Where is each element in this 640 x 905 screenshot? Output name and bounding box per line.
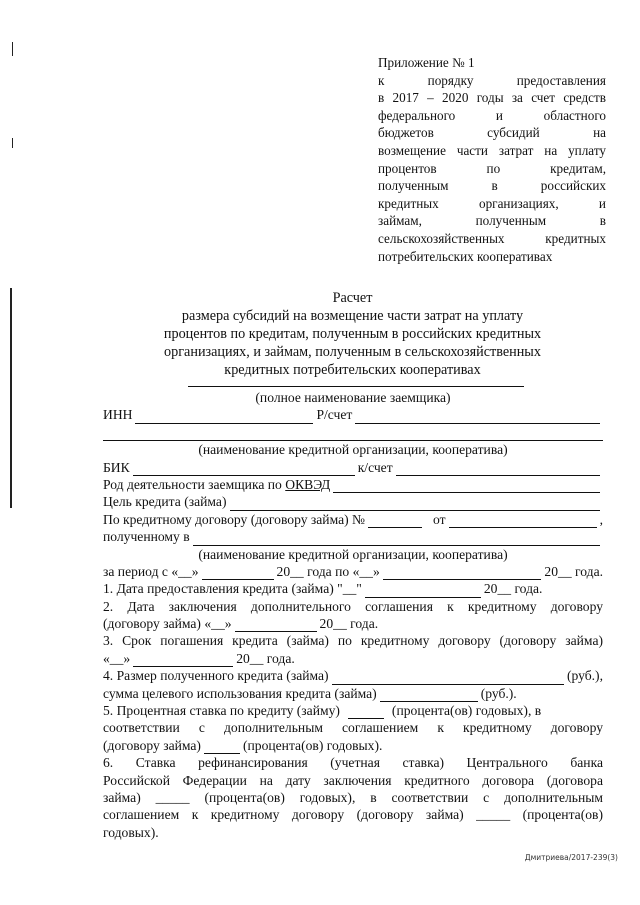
item5c-row: [103, 737, 603, 754]
okved-prefix: Род деятельности заемщика по: [103, 476, 282, 492]
item4c-label: сумма целевого использования кредита (займа): [103, 685, 377, 701]
item4c-unit: (руб.).: [480, 685, 517, 701]
annex-line: бюджетов субсидий на: [378, 125, 606, 141]
account-label: Р/счет: [316, 407, 353, 423]
annex-line: полученным в российских: [378, 178, 606, 194]
item6-line-1: 6. Ставка рефинансирования (учетная ставка) Центрального банка: [103, 755, 603, 771]
okved-link[interactable]: ОКВЭД: [285, 476, 331, 492]
bank-name-field[interactable]: [103, 427, 603, 441]
period-row: [103, 563, 603, 580]
document-title: [96, 289, 609, 379]
item1-row: [103, 580, 603, 597]
bank-line-row: [103, 424, 603, 441]
purpose-label: Цель кредита (займа): [103, 494, 227, 510]
contract-label: По кредитному договору (договору займа) №: [103, 511, 366, 527]
period-end-field[interactable]: [383, 566, 542, 580]
purpose-field[interactable]: [230, 497, 601, 511]
annex-line: к порядку предоставления: [378, 72, 606, 88]
item3-year: 20__ года.: [236, 650, 295, 666]
item6-row-3: [103, 789, 603, 806]
item5-unit: (процента(ов) годовых), в: [391, 703, 542, 719]
annex-line: возмещение части затрат на уплату: [378, 142, 606, 158]
bik-label: БИК: [103, 459, 130, 475]
item6-line-5: годовых).: [103, 824, 159, 840]
annex-block: [378, 54, 606, 265]
bank-caption: (наименование кредитной организации, кооператива): [198, 442, 508, 458]
corr-label: к/счет: [357, 459, 393, 475]
annex-line: займам, полученным в: [378, 213, 606, 229]
contract-row: [103, 511, 603, 528]
item2-label: (договору займа) «__»: [103, 616, 232, 632]
annex-line: федерального и областного: [378, 107, 606, 123]
item3-label: «__»: [103, 650, 131, 666]
item3-field[interactable]: [133, 653, 233, 667]
annex-lines: [378, 72, 606, 266]
item1-field[interactable]: [365, 584, 481, 598]
annex-line: кредитных организациях, и: [378, 195, 606, 211]
corr-field[interactable]: [396, 462, 600, 476]
okved-field[interactable]: [333, 479, 600, 493]
item5-label: 5. Процентная ставка по кредиту (займу): [103, 703, 340, 719]
item5-field[interactable]: [348, 705, 384, 719]
item6-line-4: соглашением к кредитному договору (договору займа) _____ (процента(ов): [103, 807, 603, 823]
item4c-field[interactable]: [380, 688, 478, 702]
item5c-label: (договору займа): [103, 737, 201, 753]
inn-field[interactable]: [135, 410, 313, 424]
contract-date-field[interactable]: [449, 514, 597, 528]
item2-row: [103, 598, 603, 615]
bank-caption-2: (наименование кредитной организации, кооператива): [198, 546, 508, 562]
title-heading: Расчет: [332, 290, 373, 306]
item6-row-5: [103, 824, 603, 841]
item5b-row: [103, 719, 603, 736]
from-label: от: [433, 511, 446, 527]
item4-label: 4. Размер полученного кредита (займа): [103, 668, 329, 684]
item6-line-3: займа) _____ (процента(ов) годовых), в соответствии с дополнительным: [103, 789, 603, 805]
annex-line: потребительских кооперативах: [378, 248, 553, 264]
title-line: процентов по кредитам, полученным в российских кредитных: [163, 326, 542, 342]
scan-mark-2: [12, 138, 13, 148]
item4-field[interactable]: [332, 671, 564, 685]
inn-row: [103, 406, 603, 423]
bik-row: [103, 459, 603, 476]
item1-label: 1. Дата предоставления кредита (займа) "__": [103, 581, 362, 597]
item3-row: [103, 632, 603, 649]
title-lines: [96, 307, 609, 379]
item5c-field[interactable]: [204, 740, 240, 754]
item2-text: 2. Дата заключения дополнительного соглашения к кредитному договору: [103, 598, 603, 614]
okved-row: [103, 476, 603, 493]
period-start-field[interactable]: [202, 566, 274, 580]
received-label: полученному в: [103, 529, 190, 545]
contract-number-field[interactable]: [368, 514, 422, 528]
item3-text: 3. Срок погашения кредита (займа) по кредитному договору (договору займа): [103, 633, 603, 649]
form-block: [103, 389, 603, 841]
item1-year: 20__ года.: [483, 581, 543, 597]
annex-line: сельскохозяйственных кредитных: [378, 230, 606, 246]
item4-row: [103, 667, 603, 684]
title-line: размера субсидий на возмещение части затрат на уплату: [181, 308, 524, 324]
annex-line: в 2017 – 2020 годы за счет средств: [378, 90, 606, 106]
item3b-row: [103, 650, 603, 667]
contract-comma: ,: [599, 511, 603, 527]
item6-line-2: Российской Федерации на дату заключения кредитного договора (договора: [103, 772, 603, 788]
item2-field[interactable]: [235, 618, 317, 632]
item2b-row: [103, 615, 603, 632]
scan-mark-1: [12, 42, 13, 56]
item2-year: 20__ года.: [319, 616, 379, 632]
bik-field[interactable]: [133, 462, 355, 476]
period-start-label: за период с «__»: [103, 563, 199, 579]
purpose-row: [103, 493, 603, 510]
item4-unit: (руб.),: [566, 668, 603, 684]
item6-row-2: [103, 772, 603, 789]
item5-row: [103, 702, 603, 719]
inn-label: ИНН: [103, 407, 133, 423]
account-field[interactable]: [355, 410, 600, 424]
title-line: кредитных потребительских кооперативах: [224, 362, 481, 378]
borrower-name-line: [188, 386, 524, 387]
period-end-label: 20__ года.: [544, 563, 603, 579]
annex-line: процентов по кредитам,: [378, 160, 606, 176]
received-field[interactable]: [193, 532, 600, 546]
annex-title: Приложение № 1: [378, 55, 475, 70]
received-row: [103, 528, 603, 545]
item6-row-4: [103, 806, 603, 823]
period-mid-label: 20__ года по «__»: [276, 563, 380, 579]
item4c-row: [103, 685, 603, 702]
item5-text: соответствии с дополнительным соглашением к кредитному договору: [103, 720, 603, 736]
item6-row-1: [103, 754, 603, 771]
borrower-caption: (полное наименование заемщика): [255, 389, 451, 405]
footer-reference: Дмитриева/2017-239(3): [524, 853, 618, 862]
scan-mark-3: [10, 288, 12, 508]
item5c-unit: (процента(ов) годовых).: [242, 737, 383, 753]
title-line: организациях, и займам, полученным в сельскохозяйственных: [164, 344, 541, 360]
